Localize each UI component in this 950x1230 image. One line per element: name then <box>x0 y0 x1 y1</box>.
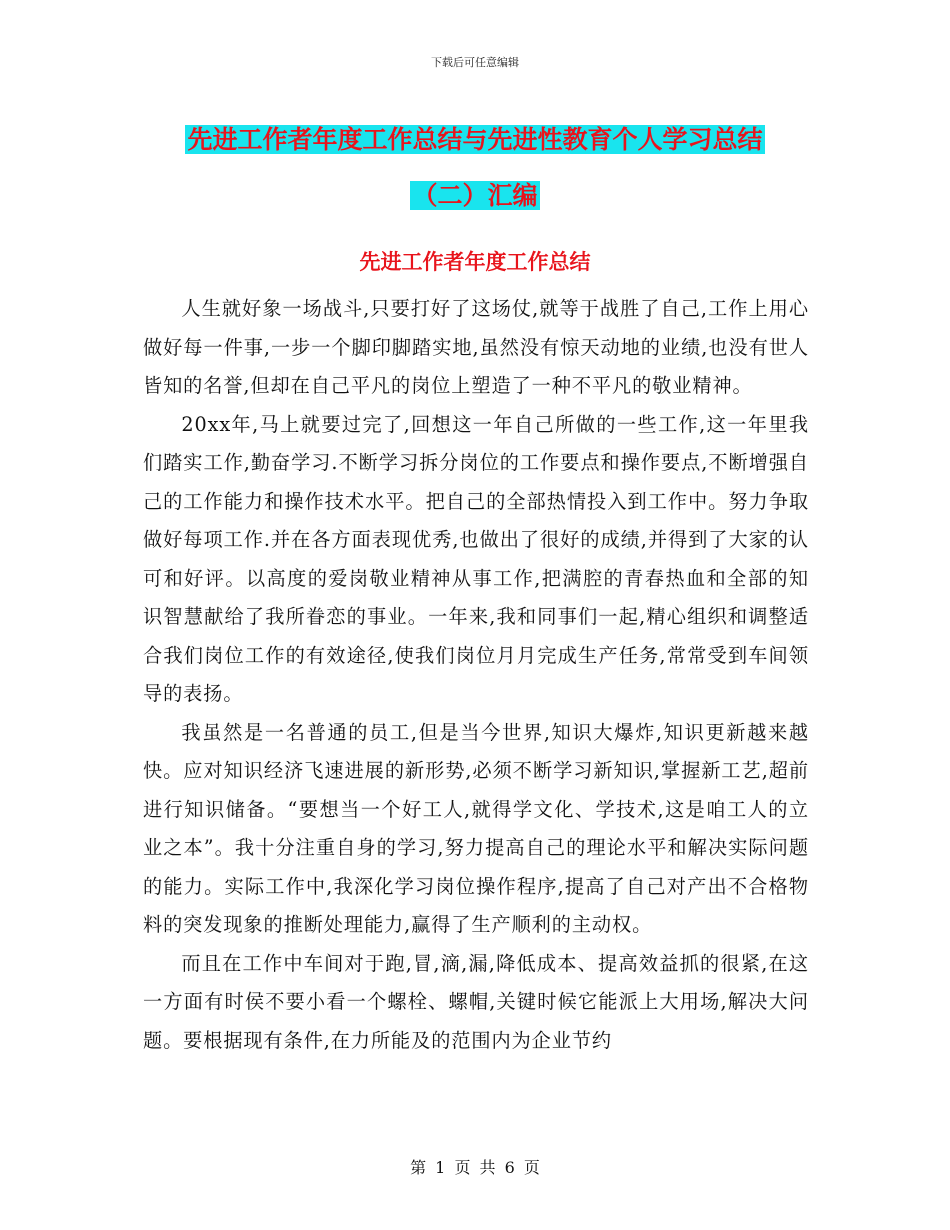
document-title-line2: （二）汇编 <box>412 181 538 210</box>
document-body <box>143 290 809 1060</box>
paragraph-1: 人生就好象一场战斗,只要打好了这场仗,就等于战胜了自己,工作上用心做好每一件事,一步一个脚印脚踏实地,虽然没有惊天动地的业绩,也没有世人皆知的名誉,但却在自己平凡的岗位上塑造了一种不平凡的敬业精神。 <box>143 297 809 397</box>
page-number-footer: 第 1 页 共 6 页 <box>410 1158 540 1177</box>
header-note: 下载后可任意编辑 <box>431 56 519 69</box>
section-title: 先进工作者年度工作总结 <box>359 250 591 274</box>
paragraph-4: 而且在工作中车间对于跑,冒,滴,漏,降低成本、提高效益抓的很紧,在这一方面有时侯不要小看一个螺栓、螺帽,关键时候它能派上大用场,解决大问题。要根据现有条件,在力所能及的范围内为企业节约 <box>143 951 809 1052</box>
document-title-line1: 先进工作者年度工作总结与先进性教育个人学习总结 <box>187 125 763 154</box>
document-title <box>0 112 950 224</box>
paragraph-3: 我虽然是一名普通的员工,但是当今世界,知识大爆炸,知识更新越来越快。应对知识经济飞速进展的新形势,必须不断学习新知识,掌握新工艺,超前进行知识储备。“要想当一个好工人,就得学文化、学技术,这是咱工人的立业之本”。我十分注重自身的学习,努力提高自己的理论水平和解决实际问题的能力。实际工作中,我深化学习岗位操作程序,提高了自己对产出不合格物料的突发现象的推断处理能力,赢得了生产顺利的主动权。 <box>143 720 809 936</box>
paragraph-2: 20xx年,马上就要过完了,回想这一年自己所做的一些工作,这一年里我们踏实工作,勤奋学习.不断学习拆分岗位的工作要点和操作要点,不断增强自己的工作能力和操作技术水平。把自己的全部热情投入到工作中。努力争取做好每项工作.并在各方面表现优秀,也做出了很好的成绩,并得到了大家的认可和好评。以高度的爱岗敬业精神从事工作,把满腔的青春热血和全部的知识智慧献给了我所眷恋的事业。一年来,我和同事们一起,精心组织和调整适合我们岗位工作的有效途径,使我们岗位月月完成生产任务,常常受到车间领导的表扬。 <box>143 412 809 705</box>
